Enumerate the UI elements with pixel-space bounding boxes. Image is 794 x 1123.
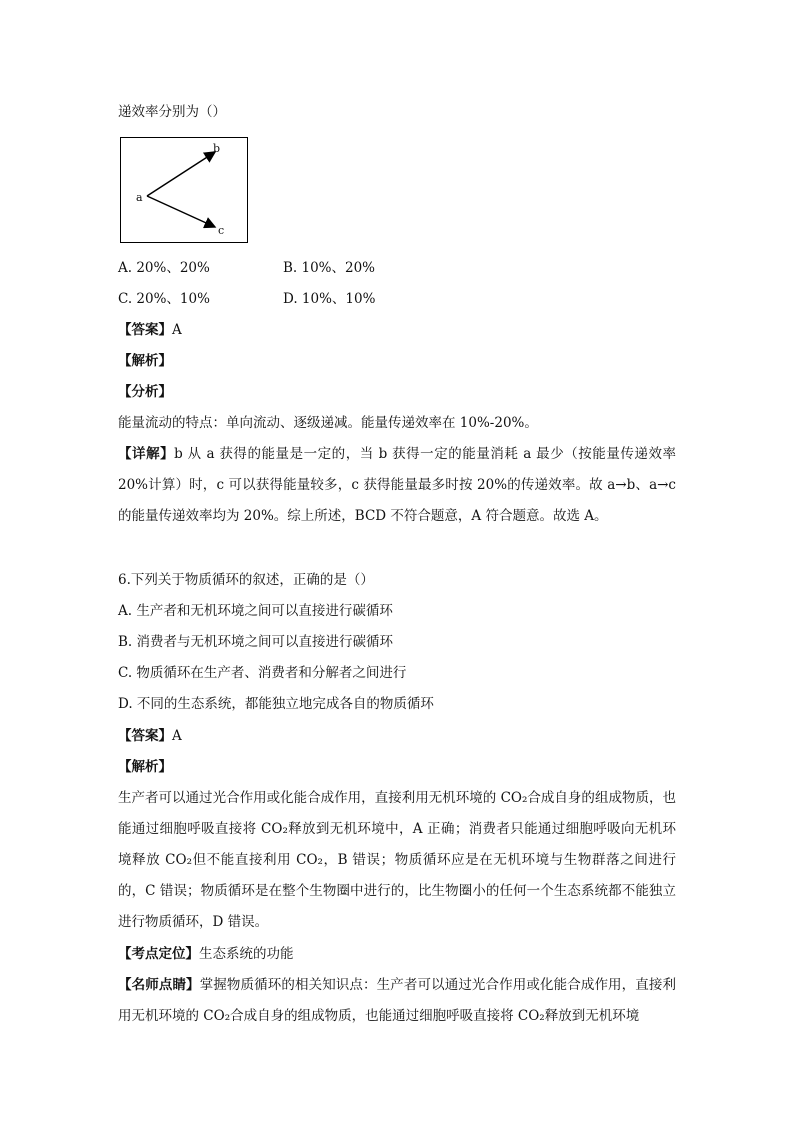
detail-text: b 从 a 获得的能量是一定的，当 b 获得一定的能量消耗 a 最少（按能量传递效率 20%计算）时，c 可以获得能量较多，c 获得能量最多时按 20%的传递效率。故 a→b、a→c 的能量传递效率均为 20%。综上所述，BCD 不符合题意，A 符合题意。故选 A。 bbox=[118, 446, 676, 524]
q6-option-c: C. 物质循环在生产者、消费者和分解者之间进行 bbox=[118, 665, 407, 681]
q6-analysis-tag: 【解析】 bbox=[118, 759, 172, 775]
option-d: D. 10%、10% bbox=[283, 291, 376, 307]
question-6-stem: 6.下列关于物质循环的叙述，正确的是（） bbox=[118, 572, 374, 588]
option-a: A. 20%、20% bbox=[118, 260, 210, 276]
arrow-diagram-svg bbox=[121, 138, 247, 242]
mingshi-paragraph bbox=[118, 970, 676, 1032]
node-label-a: a bbox=[136, 191, 143, 204]
node-label-c: c bbox=[218, 224, 225, 237]
q6-option-d: D. 不同的生态系统，都能独立地完成各自的物质循环 bbox=[118, 696, 434, 712]
mingshi-tag: 【名师点睛】 bbox=[118, 977, 200, 993]
q6-answer-tag: 【答案】 bbox=[118, 728, 172, 744]
detail-paragraph bbox=[118, 439, 676, 532]
energy-flow-diagram bbox=[120, 137, 248, 243]
answer-tag: 【答案】 bbox=[118, 322, 172, 338]
arrow-a-to-c bbox=[147, 196, 215, 227]
q6-answer-value: A bbox=[172, 728, 182, 744]
analysis-tag: 【解析】 bbox=[118, 353, 172, 369]
question-stem-tail: 递效率分别为（） bbox=[118, 104, 226, 120]
q6-analysis-text: 生产者可以通过光合作用或化能合成作用，直接利用无机环境的 CO₂合成自身的组成物质，也能通过细胞呼吸直接将 CO₂释放到无机环境中，A 正确；消费者只能通过细胞呼吸向无机环境释放 CO₂但不能直接利用 CO₂，B 错误；物质循环应是在无机环境与生物群落之间进行的，C 错误；物质循环是在整个生物圈中进行的，比生物圈小的任何一个生态系统都不能独立进行物质循环，D 错误。 bbox=[118, 790, 676, 930]
q6-option-b: B. 消费者与无机环境之间可以直接进行碳循环 bbox=[118, 634, 394, 650]
node-label-b: b bbox=[213, 142, 221, 155]
arrow-a-to-b bbox=[147, 152, 215, 196]
fenxi-tag: 【分析】 bbox=[118, 384, 172, 400]
q6-option-a: A. 生产者和无机环境之间可以直接进行碳循环 bbox=[118, 603, 393, 619]
mingshi-text: 掌握物质循环的相关知识点：生产者可以通过光合作用或化能合成作用，直接利用无机环境的 CO₂合成自身的组成物质，也能通过细胞呼吸直接将 CO₂释放到无机环境 bbox=[118, 977, 677, 1024]
detail-tag: 【详解】 bbox=[118, 446, 175, 462]
kaodian-text: 生态系统的功能 bbox=[199, 946, 294, 962]
option-c: C. 20%、10% bbox=[118, 291, 210, 307]
kaodian-tag: 【考点定位】 bbox=[118, 946, 199, 962]
answer-line bbox=[118, 320, 182, 340]
q6-answer-line bbox=[118, 726, 182, 746]
kaodian-line bbox=[118, 944, 294, 964]
answer-value: A bbox=[172, 322, 182, 338]
option-b: B. 10%、20% bbox=[283, 260, 376, 276]
fenxi-text: 能量流动的特点：单向流动、逐级递减。能量传递效率在 10%-20%。 bbox=[118, 415, 538, 431]
